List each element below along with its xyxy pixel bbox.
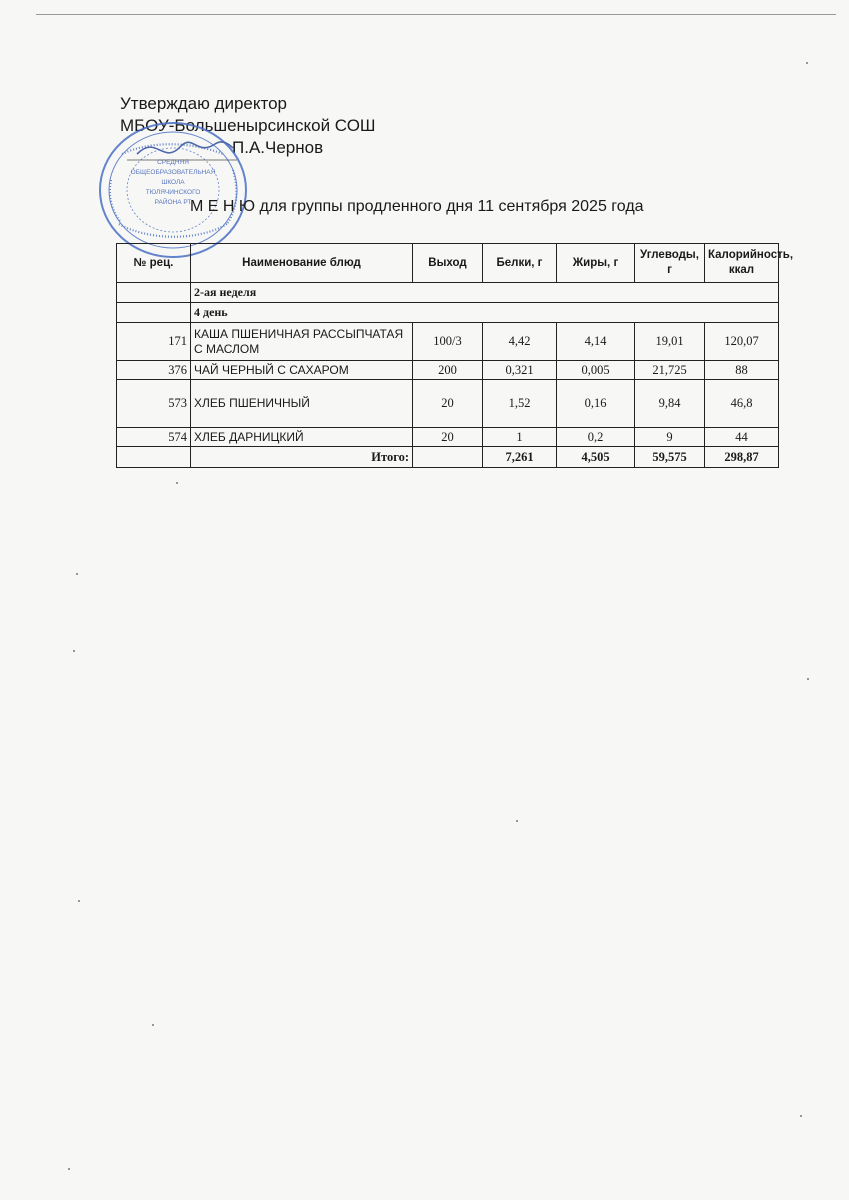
cell-protein: 1 xyxy=(483,428,557,447)
cell-dish: ХЛЕБ ДАРНИЦКИЙ xyxy=(191,428,413,447)
cell-protein: 1,52 xyxy=(483,380,557,428)
cell-output: 20 xyxy=(413,380,483,428)
cell-rec: 573 xyxy=(117,380,191,428)
day-row xyxy=(117,303,779,323)
table-row xyxy=(117,428,779,447)
cell-carbs: 9 xyxy=(635,428,705,447)
menu-title: М Е Н Ю для группы продленного дня 11 сентября 2025 года xyxy=(190,198,644,215)
header-dish-name: Наименование блюд xyxy=(191,244,413,283)
total-fat: 4,505 xyxy=(557,447,635,468)
cell-output: 100/3 xyxy=(413,323,483,361)
total-label: Итого: xyxy=(191,447,413,468)
cell-output: 20 xyxy=(413,428,483,447)
cell-protein: 4,42 xyxy=(483,323,557,361)
header-carbs: Углеводы, г xyxy=(635,244,705,283)
scan-speck xyxy=(806,62,808,64)
svg-text:РАЙОНА РТ: РАЙОНА РТ xyxy=(154,199,192,206)
header-calories: Калорийность, ккал xyxy=(705,244,779,283)
table-row xyxy=(117,361,779,380)
table-header-row xyxy=(117,244,779,283)
approval-line-2: МБОУ-Большенырсинской СОШ xyxy=(120,116,376,135)
header-output: Выход xyxy=(413,244,483,283)
svg-text:СРЕДНЯЯ: СРЕДНЯЯ xyxy=(157,159,189,166)
table-row xyxy=(117,380,779,428)
scan-speck xyxy=(807,678,809,680)
cell-dish: ХЛЕБ ПШЕНИЧНЫЙ xyxy=(191,380,413,428)
cell-carbs: 21,725 xyxy=(635,361,705,380)
scan-speck xyxy=(176,482,178,484)
scan-speck xyxy=(76,573,78,575)
cell-calories: 44 xyxy=(705,428,779,447)
approval-line-1: Утверждаю директор xyxy=(120,94,288,113)
svg-text:ШКОЛА: ШКОЛА xyxy=(161,179,185,186)
school-stamp xyxy=(97,120,249,260)
scan-speck xyxy=(68,1168,70,1170)
week-row xyxy=(117,283,779,303)
cell-calories: 120,07 xyxy=(705,323,779,361)
cell-fat: 4,14 xyxy=(557,323,635,361)
header-fat: Жиры, г xyxy=(557,244,635,283)
cell-rec: 171 xyxy=(117,323,191,361)
cell-output: 200 xyxy=(413,361,483,380)
cell-fat: 0,005 xyxy=(557,361,635,380)
table-row xyxy=(117,323,779,361)
cell-calories: 46,8 xyxy=(705,380,779,428)
header-rec-no: № рец. xyxy=(117,244,191,283)
week-label: 2-ая неделя xyxy=(191,283,779,303)
header-protein: Белки, г xyxy=(483,244,557,283)
cell-protein: 0,321 xyxy=(483,361,557,380)
signature-scribble xyxy=(137,142,233,154)
cell-calories: 88 xyxy=(705,361,779,380)
cell-dish: КАША ПШЕНИЧНАЯ РАССЫПЧАТАЯ С МАСЛОМ xyxy=(191,323,413,361)
menu-table xyxy=(116,243,794,468)
total-row xyxy=(117,447,779,468)
cell-dish: ЧАЙ ЧЕРНЫЙ С САХАРОМ xyxy=(191,361,413,380)
total-protein: 7,261 xyxy=(483,447,557,468)
total-calories: 298,87 xyxy=(705,447,779,468)
signature-name: П.А.Чернов xyxy=(232,138,324,157)
cell-rec: 574 xyxy=(117,428,191,447)
svg-text:ТЮЛЯЧИНСКОГО: ТЮЛЯЧИНСКОГО xyxy=(145,189,201,196)
total-carbs: 59,575 xyxy=(635,447,705,468)
scan-speck xyxy=(516,820,518,822)
cell-fat: 0,16 xyxy=(557,380,635,428)
page-top-rule xyxy=(36,14,836,15)
svg-text:ОБЩЕОБРАЗОВАТЕЛЬНАЯ: ОБЩЕОБРАЗОВАТЕЛЬНАЯ xyxy=(130,169,216,176)
scan-speck xyxy=(78,900,80,902)
cell-fat: 0,2 xyxy=(557,428,635,447)
scan-speck xyxy=(73,650,75,652)
scan-speck xyxy=(800,1115,802,1117)
scan-speck xyxy=(152,1024,154,1026)
cell-carbs: 19,01 xyxy=(635,323,705,361)
cell-carbs: 9,84 xyxy=(635,380,705,428)
day-label: 4 день xyxy=(191,303,779,323)
cell-rec: 376 xyxy=(117,361,191,380)
